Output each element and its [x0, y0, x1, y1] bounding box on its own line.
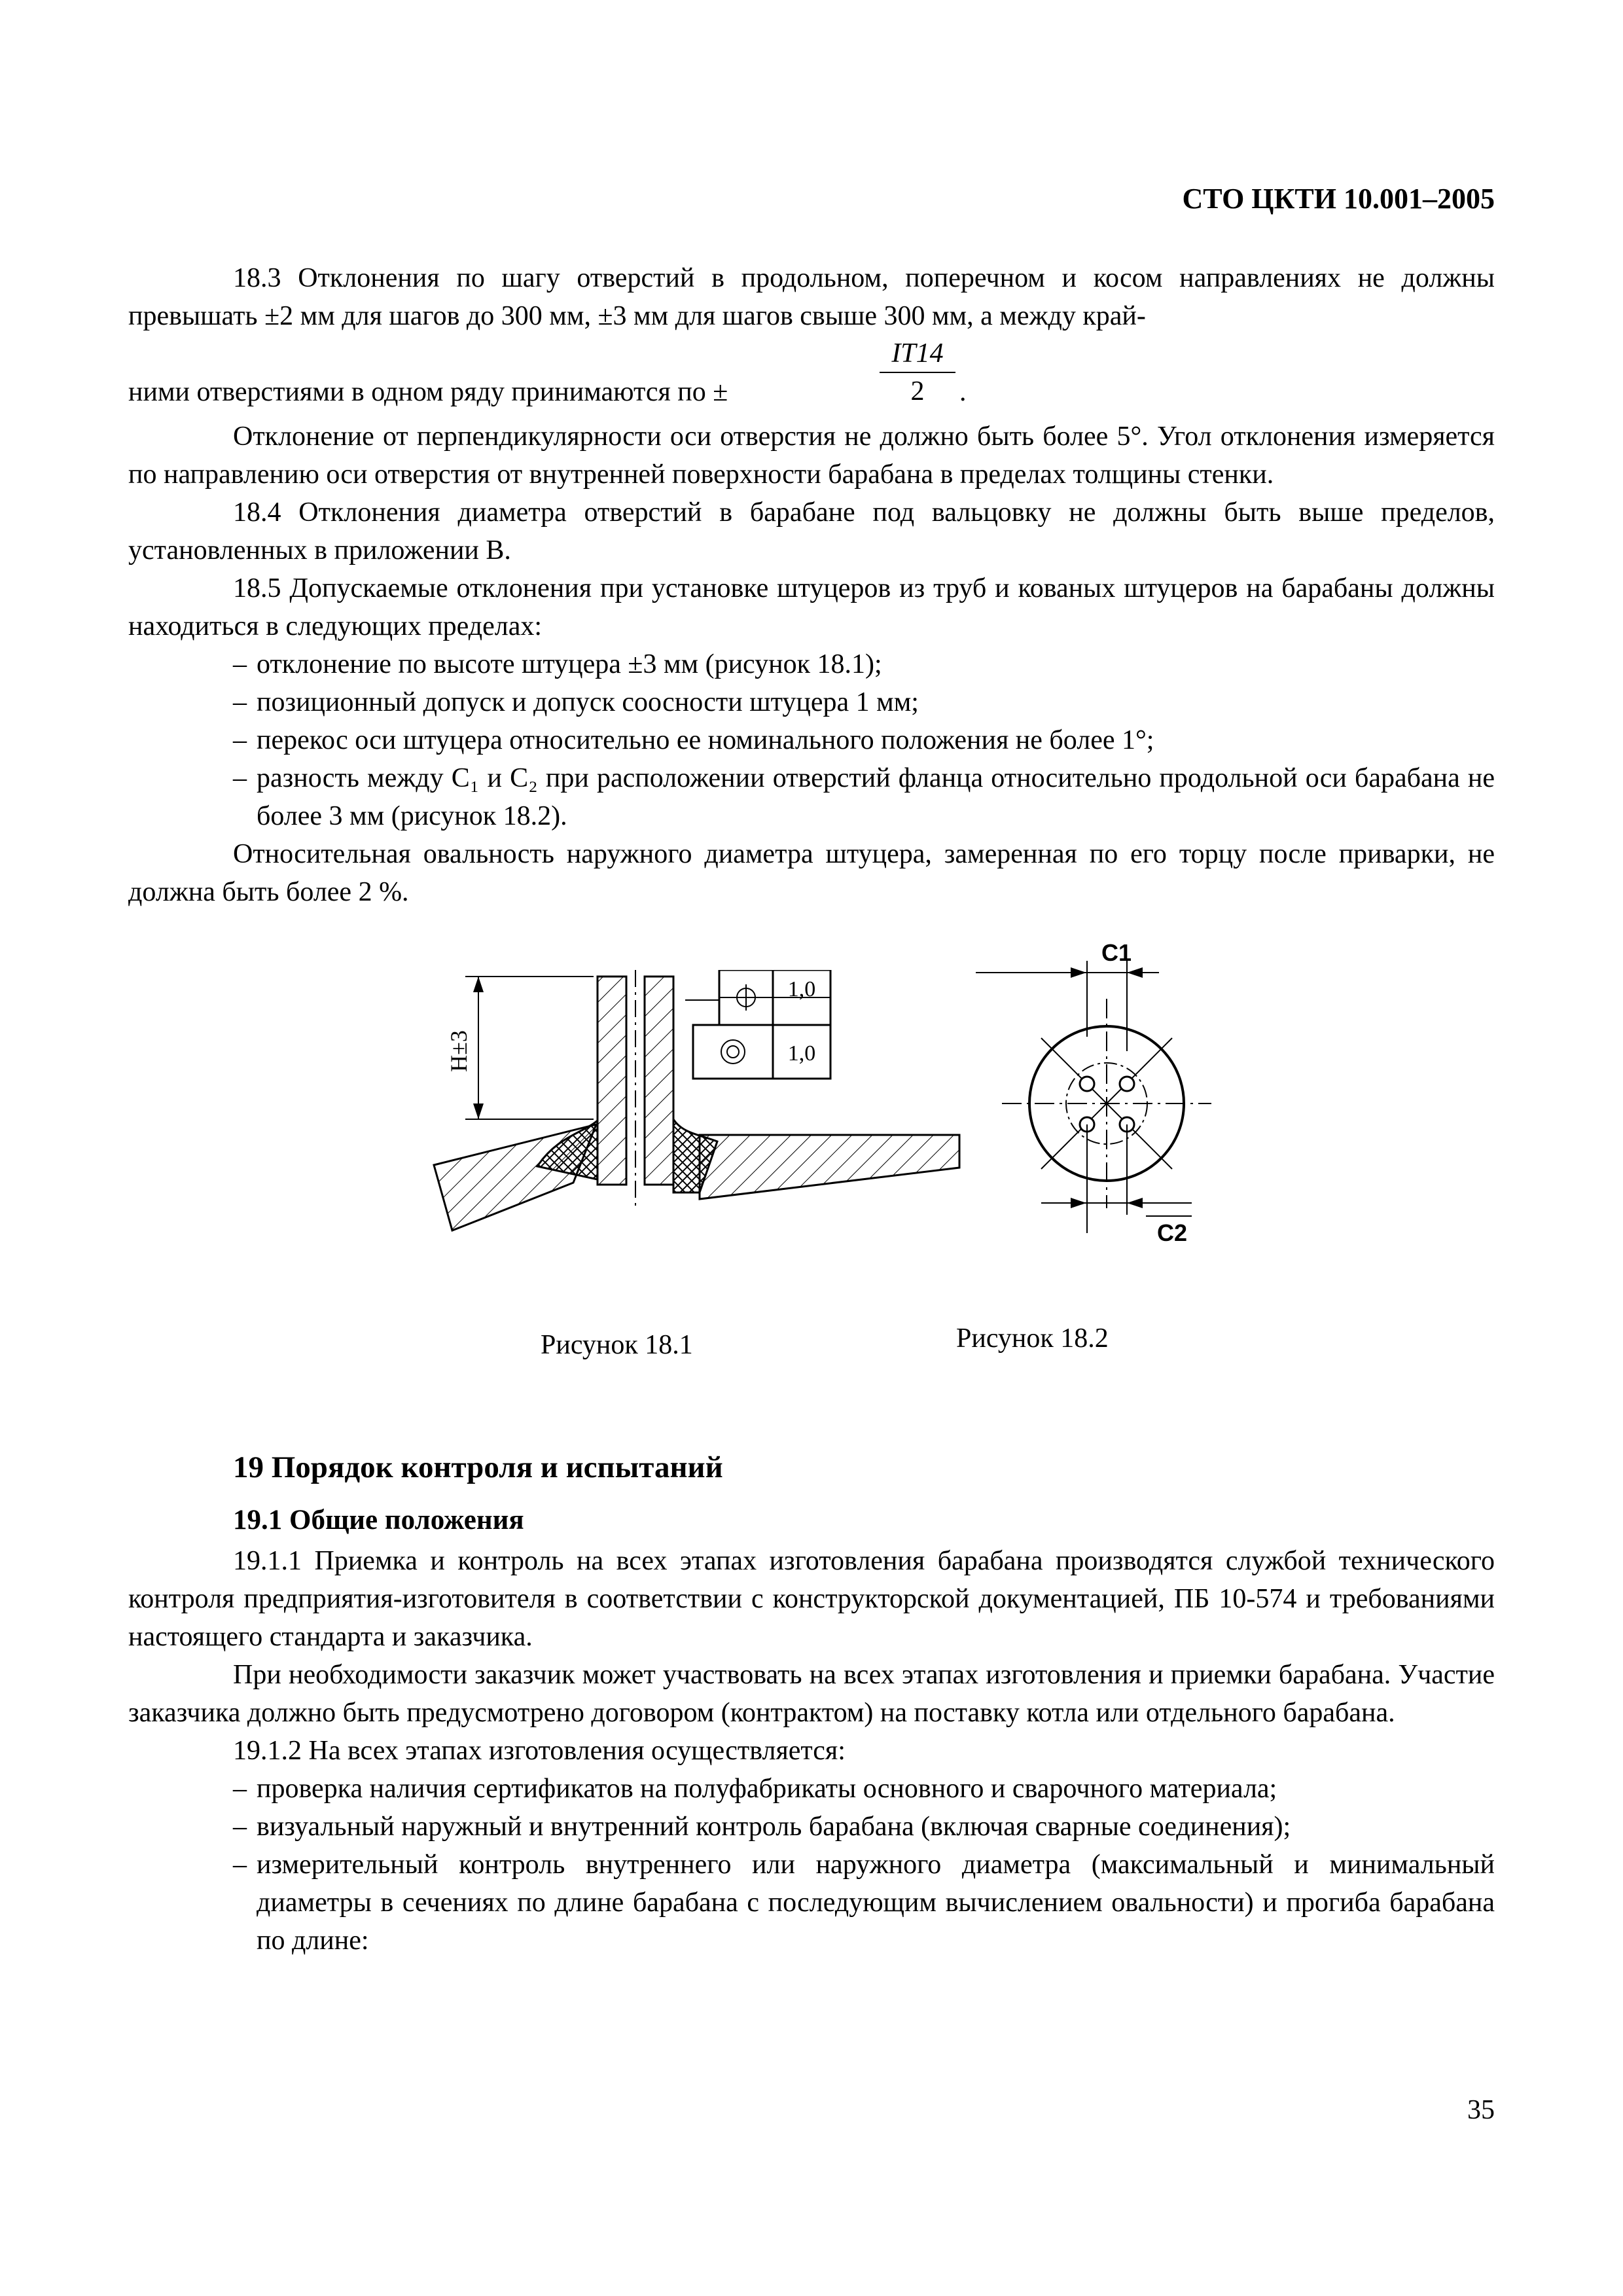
paragraph-19-1-1: 19.1.1 Приемка и контроль на всех этапах изготовления барабана производятся службой технического контроля предприятия-изготовителя в соответствии с конструкторской документацией, ПБ 10-574 и требованиями настоящего стандарта и заказчика. — [128, 1546, 1495, 1652]
list-item: – проверка наличия сертификатов на полуфабрикаты основного и сварочного материала; — [128, 1770, 1495, 1808]
section-19-1-heading: 19.1 Общие положения — [233, 1505, 524, 1535]
figure-18-2-drawing — [936, 935, 1277, 1275]
fraction-denominator: 2 — [910, 376, 925, 406]
paragraph-perpendicularity: Отклонение от перпендикулярности оси отверстия не должно быть более 5°. Угол отклонения измеряется по направлению оси отверстия от внутренней поверхности барабана в пределах толщины стенки. — [128, 422, 1495, 490]
list-item: – отклонение по высоте штуцера ±3 мм (рисунок 18.1); — [128, 645, 1495, 683]
document-code: СТО ЦКТИ 10.001–2005 — [1182, 183, 1495, 215]
paragraph-18-4: 18.4 Отклонения диаметра отверстий в барабане под вальцовку не должны быть выше пределов, установленных в приложении В. — [128, 497, 1495, 565]
list-item: – измерительный контроль внутреннего или наружного диаметра (максимальный и минимальный диаметры в сечениях по длине барабана с последующим вычислением овальности) и прогиба барабана по длине: — [128, 1846, 1495, 1960]
figure-18-1-caption: Рисунок 18.1 — [541, 1330, 693, 1360]
dimension-c2-label: C2 — [1156, 1219, 1188, 1246]
paragraph-customer: При необходимости заказчик может участвовать на всех этапах изготовления и приемки барабана. Участие заказчика должно быть предусмотрено договором (контрактом) на поставку котла или отдельного барабана. — [128, 1660, 1495, 1728]
paragraph-18-3: 18.3 Отклонения по шагу отверстий в продольном, поперечном и косом направлениях не должны превышать ±2 мм для шагов до 300 мм, ±3 мм для шагов свыше 300 мм, а между край- — [128, 263, 1495, 331]
figure-18-1-drawing — [426, 970, 979, 1245]
formula-line — [128, 335, 1495, 411]
section-19-heading: 19 Порядок контроля и испытаний — [233, 1450, 723, 1484]
formula-tail: . — [959, 377, 967, 407]
list-item: – позиционный допуск и допуск соосности штуцера 1 мм; — [128, 683, 1495, 721]
formula-lead-text: ними отверстиями в одном ряду принимаются по ± — [128, 377, 728, 407]
dimension-c1-label: C1 — [1101, 939, 1132, 966]
tolerance-value-2: 1,0 — [787, 1041, 816, 1066]
list-item: – перекос оси штуцера относительно ее номинального положения не более 1°; — [128, 721, 1495, 759]
list-item: – разность между C₁ и C₂ при расположении отверстий фланца относительно продольной оси барабана не более 3 мм (рисунок 18.2). — [128, 759, 1495, 835]
tolerance-value-1: 1,0 — [787, 977, 816, 1001]
bolt-hole — [1120, 1077, 1134, 1091]
bolt-hole — [1080, 1077, 1094, 1091]
paragraph-ovality: Относительная овальность наружного диаметра штуцера, замеренная по его торцу после приварки, не должна быть более 2 %. — [128, 839, 1495, 907]
figure-18-2-caption: Рисунок 18.2 — [956, 1323, 1109, 1354]
figures-row — [128, 935, 1495, 1420]
page-number: 35 — [1467, 2095, 1495, 2125]
list-item: – визуальный наружный и внутренний контроль барабана (включая сварные соединения); — [128, 1808, 1495, 1846]
fraction — [880, 335, 955, 410]
document-body — [128, 259, 1495, 1960]
height-tolerance-label: H±3 — [446, 1030, 472, 1072]
paragraph-18-5: 18.5 Допускаемые отклонения при установке штуцеров из труб и кованых штуцеров на барабаны должны находиться в следующих пределах: — [128, 573, 1495, 641]
paragraph-19-1-2: 19.1.2 На всех этапах изготовления осуществляется: — [233, 1736, 846, 1766]
fraction-numerator: IT14 — [880, 335, 955, 373]
